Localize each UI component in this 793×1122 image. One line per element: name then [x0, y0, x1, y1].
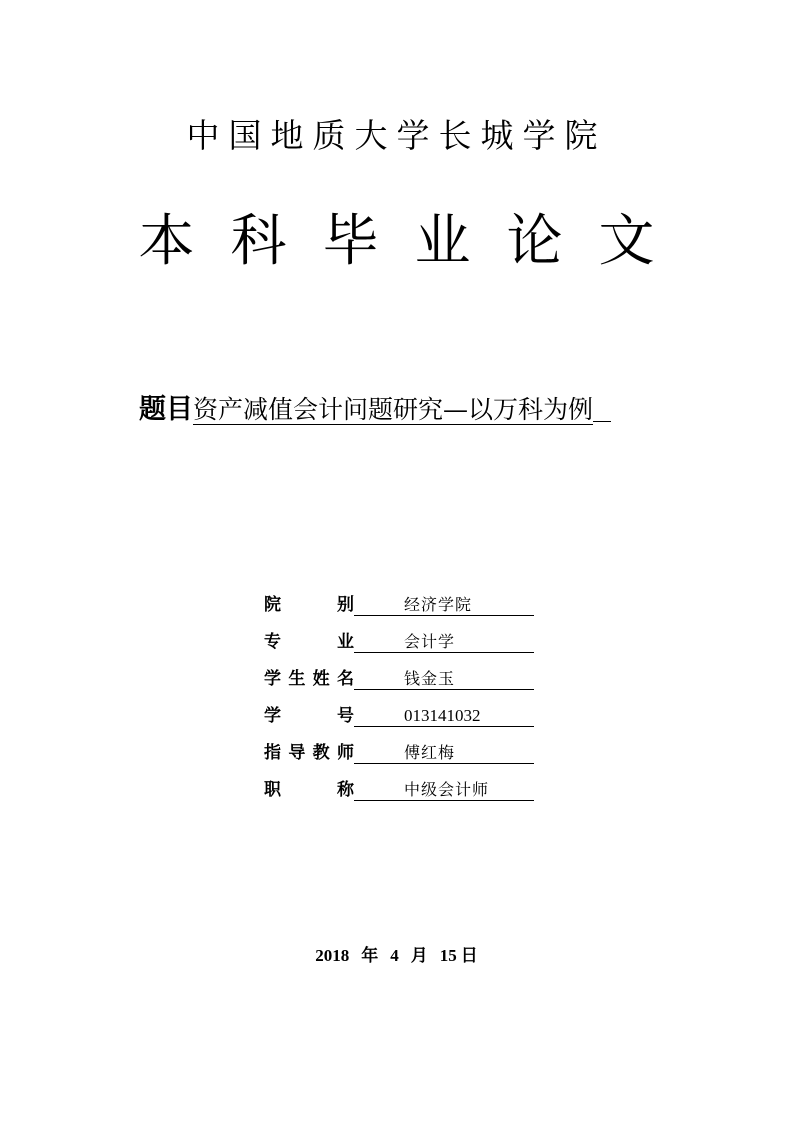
- label-char: 师: [336, 743, 354, 763]
- info-label: [264, 779, 354, 801]
- info-value-advisor: 傅红梅: [354, 742, 534, 764]
- label-char: 职: [264, 780, 281, 800]
- info-row-department: [264, 590, 536, 627]
- label-char: 业: [337, 632, 354, 652]
- label-char: 称: [337, 780, 354, 800]
- label-char: 教: [312, 743, 330, 763]
- submission-date: [0, 943, 793, 969]
- date-day: 15: [439, 946, 457, 965]
- thesis-title-line: [139, 390, 611, 433]
- label-char: 姓: [312, 669, 330, 689]
- date-month: 4: [390, 946, 399, 965]
- info-value-major: 会计学: [354, 631, 534, 653]
- label-char: 生: [288, 669, 306, 689]
- info-row-major: [264, 627, 536, 664]
- info-value-student-name: 钱金玉: [354, 668, 534, 690]
- label-char: 学: [264, 706, 281, 726]
- info-row-student-id: [264, 701, 536, 738]
- info-row-advisor: [264, 738, 536, 775]
- title-label: 题目: [139, 394, 193, 425]
- university-name: 中国地质大学长城学院: [186, 116, 607, 155]
- date-year-unit: 年: [361, 946, 379, 966]
- info-label: [264, 594, 354, 616]
- label-char: 指: [264, 743, 281, 763]
- date-year: 2018: [315, 946, 350, 965]
- title-underline-pad: [593, 391, 611, 422]
- date-month-unit: 月: [410, 946, 428, 966]
- info-row-student-name: [264, 664, 536, 701]
- label-char: 名: [336, 669, 354, 689]
- info-value-student-id: 013141032: [354, 705, 534, 727]
- thesis-type-heading: 本科毕业论文: [138, 209, 691, 274]
- info-label: [264, 705, 354, 727]
- info-value-title-rank: 中级会计师: [354, 779, 534, 801]
- info-label: [264, 631, 354, 653]
- date-day-unit: 日: [460, 946, 478, 966]
- label-char: 导: [288, 743, 306, 763]
- info-label: [264, 668, 354, 690]
- student-info-table: [264, 590, 536, 812]
- label-char: 院: [264, 595, 281, 615]
- info-label: [264, 742, 354, 764]
- label-char: 号: [337, 706, 354, 726]
- title-text: 资产减值会计问题研究—以万科为例: [193, 395, 594, 424]
- info-value-department: 经济学院: [354, 594, 534, 616]
- label-char: 学: [264, 669, 281, 689]
- label-char: 专: [264, 632, 281, 652]
- info-row-title-rank: [264, 775, 536, 812]
- label-char: 别: [337, 595, 354, 615]
